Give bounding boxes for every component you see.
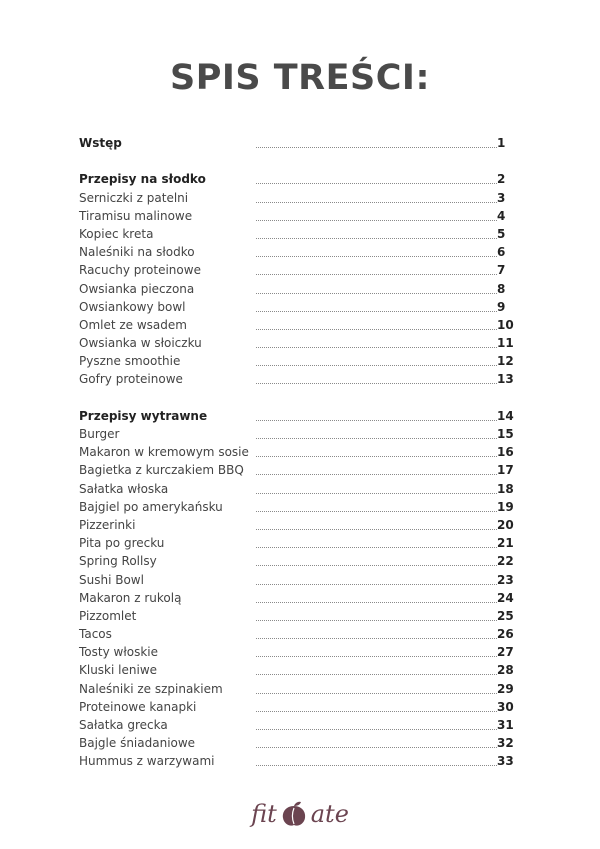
toc-entry[interactable] [79,680,514,698]
dotted-leader [256,493,497,494]
toc-page-number: 28 [497,663,514,678]
toc-page-number: 12 [497,354,514,369]
toc-entry-label: Burger [79,427,120,441]
toc-entry[interactable] [79,589,514,607]
toc-page-number: 2 [497,172,506,187]
toc-entry[interactable] [79,643,514,661]
toc-page-number: 18 [497,481,514,496]
toc-entry-label: Proteinowe kanapki [79,699,197,714]
toc-page-number: 13 [497,372,514,387]
toc-page-number: 22 [497,554,514,569]
toc-page-number: 21 [497,536,514,551]
toc-page-number: 1 [497,136,506,150]
dotted-leader [256,311,497,312]
toc-entry[interactable] [79,734,514,752]
dotted-leader [256,420,497,421]
dotted-leader [256,329,497,330]
toc-page-number: 27 [497,645,514,660]
toc-entry-label: Sałatka włoska [79,481,169,496]
toc-entry-label: Hummus z warzywami [79,754,215,769]
dotted-leader [256,747,497,748]
toc-entry[interactable] [79,498,514,516]
toc-entry-label: Naleśniki ze szpinakiem [79,681,223,696]
toc-entry[interactable] [79,352,514,370]
toc-page-number: 11 [497,336,514,351]
toc-entry-label: Kluski leniwe [79,663,158,678]
toc-page-number: 7 [497,263,506,278]
toc-entry[interactable] [79,280,505,298]
toc-entry[interactable] [79,571,514,589]
toc-page-number: 25 [497,608,514,623]
toc-page-number: 29 [497,681,514,696]
toc-page-number: 8 [497,281,506,296]
toc-page-number: 31 [497,718,514,732]
dotted-leader [256,656,497,657]
page-title: SPIS TREŚCI: [170,58,430,98]
toc-entry[interactable] [79,752,514,770]
toc-entry-label: Racuchy proteinowe [79,263,201,278]
toc-entry-label: Spring Rollsy [79,554,157,569]
dotted-leader [256,220,497,221]
toc-page-number: 3 [497,190,506,205]
toc-entry-label: Sałatka grecka [79,718,168,732]
toc-entry-label: Kopiec kreta [79,226,154,241]
toc-entry-label: Owsianka w słoiczku [79,336,202,351]
toc-page-number: 15 [497,427,514,441]
dotted-leader [256,383,497,384]
toc-entry[interactable] [79,316,514,334]
dotted-leader [256,256,497,257]
toc-page-number: 32 [497,736,514,751]
dotted-leader [256,674,497,675]
toc-entry[interactable] [79,516,514,534]
toc-entry[interactable] [79,607,514,625]
dotted-leader [256,274,497,275]
toc-page-number: 6 [497,245,506,260]
logo-text-right: ate [310,800,349,828]
toc-entry-label: Sushi Bowl [79,572,144,587]
toc-section-heading[interactable] [79,407,514,425]
toc-entry-label: Omlet ze wsadem [79,317,187,332]
toc-page-number: 20 [497,517,514,532]
dotted-leader [256,474,497,475]
toc-page-number: 19 [497,499,514,514]
toc-page-number: 30 [497,699,514,714]
toc-entry-label: Tiramisu malinowe [79,208,193,223]
toc-entry[interactable] [79,243,505,261]
dotted-leader [256,620,497,621]
toc-entry[interactable] [79,552,514,570]
toc-entry-label: Tosty włoskie [79,645,158,660]
dotted-leader [256,238,497,239]
dotted-leader [256,347,497,348]
toc-entry-label: Makaron w kremowym sosie [79,445,249,460]
toc-page-number: 10 [497,317,514,332]
toc-entry[interactable] [79,189,505,207]
toc-entry[interactable] [79,661,514,679]
dotted-leader [256,202,497,203]
toc-entry[interactable] [79,480,514,498]
toc-entry-label: Tacos [79,627,112,642]
toc-entry-label: Wstęp [79,136,122,150]
dotted-leader [256,547,497,548]
toc-entry[interactable] [79,298,505,316]
dotted-leader [256,565,497,566]
dotted-leader [256,693,497,694]
logo [0,800,600,840]
toc-page-number: 23 [497,572,514,587]
toc-entry-label: Przepisy na słodko [79,172,206,187]
toc-entry-label: Makaron z rukolą [79,590,182,605]
toc-entry-label: Naleśniki na słodko [79,245,195,260]
toc-entry[interactable] [79,716,514,734]
toc-section-heading[interactable] [79,134,505,152]
toc-entry[interactable] [79,261,505,279]
logo-text-left: fit [251,800,277,828]
toc-page-number: 24 [497,590,514,605]
toc-entry-label: Przepisy wytrawne [79,408,208,423]
dotted-leader [256,638,497,639]
toc-entry-label: Pizzerinki [79,517,136,532]
toc-page-number: 14 [497,408,514,423]
toc-entry-label: Bajgiel po amerykańsku [79,499,223,514]
peach-icon [279,800,309,828]
toc-entry-label: Pyszne smoothie [79,354,181,369]
dotted-leader [256,584,497,585]
toc-page-number: 5 [497,226,506,241]
dotted-leader [256,365,497,366]
dotted-leader [256,529,497,530]
toc-entry-label: Bajgle śniadaniowe [79,736,196,751]
toc-section-heading[interactable] [79,170,505,188]
toc-entry[interactable] [79,461,514,479]
toc-entry-label: Owsiankowy bowl [79,299,186,314]
table-of-contents [79,134,514,771]
toc-page-number: 9 [497,299,506,314]
toc-entry[interactable] [79,207,505,225]
dotted-leader [256,438,497,439]
toc-entry[interactable] [79,425,514,443]
toc-entry[interactable] [79,370,514,388]
toc-entry[interactable] [79,534,514,552]
dotted-leader [256,765,497,766]
toc-entry-label: Bagietka z kurczakiem BBQ [79,463,244,478]
toc-entry[interactable] [79,625,514,643]
toc-page-number: 4 [497,208,506,223]
toc-entry-label: Gofry proteinowe [79,372,183,387]
dotted-leader [256,602,497,603]
toc-entry-label: Owsianka pieczona [79,281,195,296]
toc-page-number: 33 [497,754,514,769]
toc-page-number: 16 [497,445,514,460]
dotted-leader [256,147,497,148]
toc-entry[interactable] [79,225,505,243]
dotted-leader [256,293,497,294]
dotted-leader [256,183,497,184]
dotted-leader [256,711,497,712]
toc-page-number: 26 [497,627,514,642]
dotted-leader [256,511,497,512]
dotted-leader [256,456,497,457]
toc-entry-label: Pizzomlet [79,608,137,623]
dotted-leader [256,729,497,730]
toc-entry[interactable] [79,443,514,461]
toc-entry[interactable] [79,334,514,352]
toc-entry-label: Serniczki z patelni [79,190,189,205]
toc-page-number: 17 [497,463,514,478]
toc-entry[interactable] [79,698,514,716]
toc-entry-label: Pita po grecku [79,536,165,551]
